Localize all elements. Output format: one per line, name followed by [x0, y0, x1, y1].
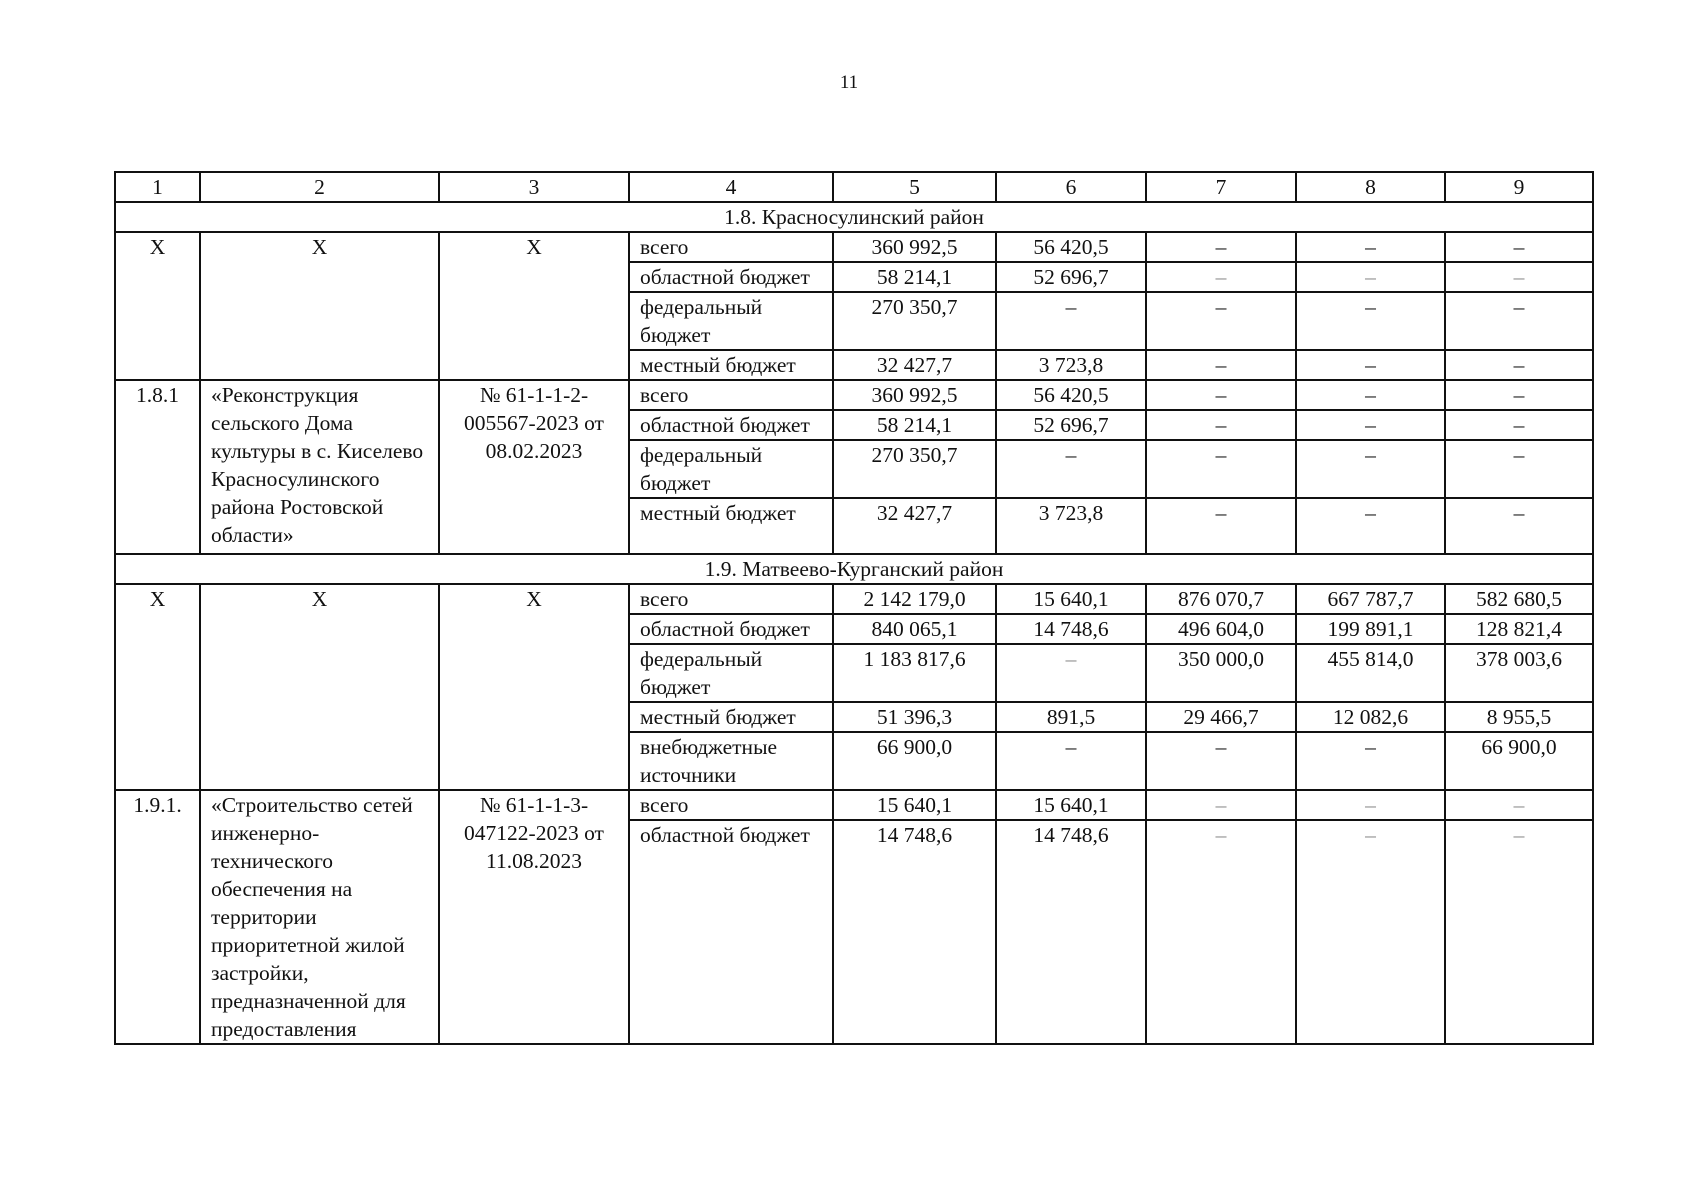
- value-cell: 56 420,5: [996, 380, 1146, 410]
- document-number: Х: [439, 232, 629, 380]
- value-cell: –: [1445, 820, 1593, 1044]
- value-cell: –: [1146, 440, 1296, 498]
- table-row: [115, 232, 1593, 262]
- funding-label: всего: [629, 232, 833, 262]
- page-number: 11: [839, 72, 859, 93]
- row-number: 1.9.1.: [115, 790, 200, 1044]
- document-number: № 61-1-1-2-005567-2023 от 08.02.2023: [439, 380, 629, 554]
- value-cell: –: [1146, 292, 1296, 350]
- section-row: [115, 554, 1593, 584]
- value-cell: 15 640,1: [833, 790, 996, 820]
- value-cell: 29 466,7: [1146, 702, 1296, 732]
- col-header: 1: [115, 172, 200, 202]
- value-cell: 58 214,1: [833, 410, 996, 440]
- value-cell: –: [1296, 440, 1445, 498]
- value-cell: 496 604,0: [1146, 614, 1296, 644]
- value-cell: –: [1296, 292, 1445, 350]
- value-cell: 58 214,1: [833, 262, 996, 292]
- section-title: 1.8. Красносулинский район: [115, 202, 1593, 232]
- row-number: Х: [115, 584, 200, 790]
- funding-label: федеральный бюджет: [629, 644, 833, 702]
- row-number: 1.8.1: [115, 380, 200, 554]
- funding-label: областной бюджет: [629, 410, 833, 440]
- value-cell: –: [996, 644, 1146, 702]
- value-cell: 51 396,3: [833, 702, 996, 732]
- value-cell: –: [1146, 732, 1296, 790]
- value-cell: 378 003,6: [1445, 644, 1593, 702]
- object-name: Х: [200, 584, 439, 790]
- value-cell: 15 640,1: [996, 584, 1146, 614]
- value-cell: –: [1146, 232, 1296, 262]
- value-cell: 840 065,1: [833, 614, 996, 644]
- col-header: 4: [629, 172, 833, 202]
- funding-label: федеральный бюджет: [629, 440, 833, 498]
- document-number: № 61-1-1-3-047122-2023 от 11.08.2023: [439, 790, 629, 1044]
- value-cell: –: [1445, 292, 1593, 350]
- col-header: 7: [1146, 172, 1296, 202]
- value-cell: –: [996, 292, 1146, 350]
- value-cell: –: [1445, 380, 1593, 410]
- table-row: [115, 790, 1593, 820]
- value-cell: 12 082,6: [1296, 702, 1445, 732]
- section-title: 1.9. Матвеево-Курганский район: [115, 554, 1593, 584]
- funding-label: местный бюджет: [629, 702, 833, 732]
- col-header: 8: [1296, 172, 1445, 202]
- value-cell: –: [1146, 410, 1296, 440]
- value-cell: 14 748,6: [833, 820, 996, 1044]
- table-row: [115, 584, 1593, 614]
- col-header: 6: [996, 172, 1146, 202]
- funding-label: областной бюджет: [629, 614, 833, 644]
- value-cell: 455 814,0: [1296, 644, 1445, 702]
- value-cell: 56 420,5: [996, 232, 1146, 262]
- value-cell: 8 955,5: [1445, 702, 1593, 732]
- value-cell: 66 900,0: [833, 732, 996, 790]
- value-cell: 14 748,6: [996, 614, 1146, 644]
- value-cell: 199 891,1: [1296, 614, 1445, 644]
- value-cell: –: [1296, 350, 1445, 380]
- value-cell: –: [1445, 350, 1593, 380]
- object-name: «Реконструкция сельского Дома культуры в с. Киселево Красносулинского района Ростовской области»: [200, 380, 439, 554]
- value-cell: 14 748,6: [996, 820, 1146, 1044]
- object-name: Х: [200, 232, 439, 380]
- value-cell: 270 350,7: [833, 440, 996, 498]
- header-row: [115, 172, 1593, 202]
- value-cell: 2 142 179,0: [833, 584, 996, 614]
- value-cell: –: [1146, 262, 1296, 292]
- value-cell: 876 070,7: [1146, 584, 1296, 614]
- value-cell: –: [1445, 440, 1593, 498]
- value-cell: –: [1445, 232, 1593, 262]
- value-cell: –: [996, 440, 1146, 498]
- funding-label: всего: [629, 380, 833, 410]
- value-cell: 32 427,7: [833, 498, 996, 554]
- funding-label: местный бюджет: [629, 350, 833, 380]
- value-cell: 350 000,0: [1146, 644, 1296, 702]
- value-cell: 3 723,8: [996, 350, 1146, 380]
- value-cell: 1 183 817,6: [833, 644, 996, 702]
- row-number: Х: [115, 232, 200, 380]
- funding-label: внебюджетные источники: [629, 732, 833, 790]
- funding-label: всего: [629, 584, 833, 614]
- value-cell: –: [1296, 732, 1445, 790]
- value-cell: 15 640,1: [996, 790, 1146, 820]
- value-cell: –: [1296, 790, 1445, 820]
- value-cell: 270 350,7: [833, 292, 996, 350]
- budget-table: [114, 171, 1594, 1045]
- funding-label: областной бюджет: [629, 262, 833, 292]
- value-cell: 66 900,0: [1445, 732, 1593, 790]
- table-row: [115, 380, 1593, 410]
- value-cell: –: [1146, 380, 1296, 410]
- value-cell: 891,5: [996, 702, 1146, 732]
- value-cell: –: [1296, 262, 1445, 292]
- value-cell: –: [1445, 498, 1593, 554]
- value-cell: 52 696,7: [996, 410, 1146, 440]
- value-cell: 582 680,5: [1445, 584, 1593, 614]
- value-cell: 32 427,7: [833, 350, 996, 380]
- value-cell: 360 992,5: [833, 232, 996, 262]
- value-cell: 360 992,5: [833, 380, 996, 410]
- value-cell: –: [1146, 498, 1296, 554]
- value-cell: –: [1296, 232, 1445, 262]
- value-cell: –: [1146, 790, 1296, 820]
- col-header: 9: [1445, 172, 1593, 202]
- value-cell: –: [1146, 820, 1296, 1044]
- value-cell: –: [1445, 790, 1593, 820]
- document-number: Х: [439, 584, 629, 790]
- value-cell: –: [1146, 350, 1296, 380]
- funding-label: федеральный бюджет: [629, 292, 833, 350]
- value-cell: 52 696,7: [996, 262, 1146, 292]
- object-name: «Строительство сетей инженерно-технического обеспечения на территории приоритетной жилой застройки, предназначенной для предоставления: [200, 790, 439, 1044]
- section-row: [115, 202, 1593, 232]
- value-cell: –: [1445, 262, 1593, 292]
- value-cell: 3 723,8: [996, 498, 1146, 554]
- value-cell: –: [1445, 410, 1593, 440]
- value-cell: –: [1296, 820, 1445, 1044]
- value-cell: –: [1296, 410, 1445, 440]
- value-cell: –: [1296, 498, 1445, 554]
- value-cell: 667 787,7: [1296, 584, 1445, 614]
- funding-label: местный бюджет: [629, 498, 833, 554]
- value-cell: –: [996, 732, 1146, 790]
- col-header: 5: [833, 172, 996, 202]
- value-cell: –: [1296, 380, 1445, 410]
- funding-label: областной бюджет: [629, 820, 833, 1044]
- col-header: 2: [200, 172, 439, 202]
- funding-label: всего: [629, 790, 833, 820]
- col-header: 3: [439, 172, 629, 202]
- value-cell: 128 821,4: [1445, 614, 1593, 644]
